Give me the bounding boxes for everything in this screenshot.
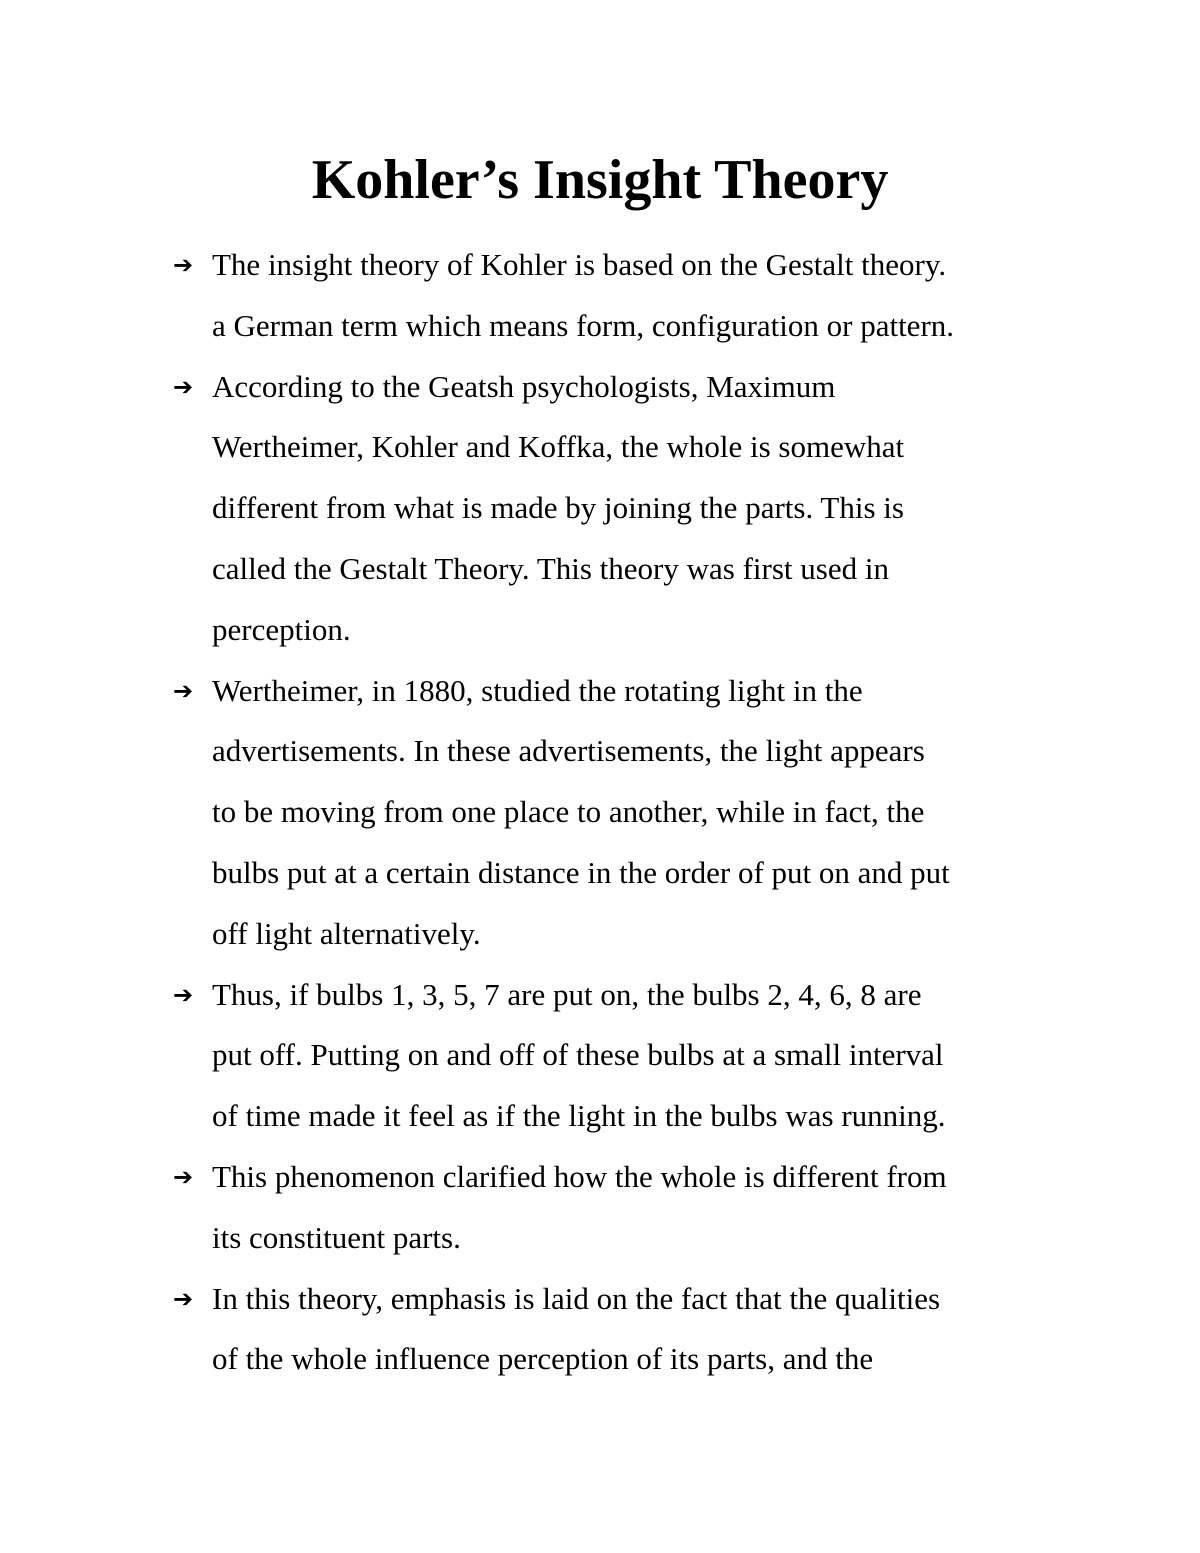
bullet-line: Wertheimer, Kohler and Koffka, the whole is somewhat	[212, 429, 905, 465]
bullet-line: put off. Putting on and off of these bulbs at a small interval	[212, 1037, 944, 1073]
bullet-line: a German term which means form, configuration or pattern.	[212, 307, 955, 343]
bullet-line: to be moving from one place to another, while in fact, the	[212, 794, 925, 830]
right-arrow-icon: ➔	[173, 372, 194, 401]
right-arrow-icon: ➔	[173, 1284, 194, 1313]
bullet-line: called the Gestalt Theory. This theory was first used in	[212, 550, 889, 586]
bullet-item	[173, 965, 1073, 1147]
bullet-line: bulbs put at a certain distance in the order of put on and put	[212, 854, 950, 890]
bullet-item	[173, 357, 1073, 661]
bullet-line: According to the Geatsh psychologists, Maximum	[212, 368, 836, 404]
bullet-line: of the whole influence perception of its parts, and the	[212, 1341, 874, 1377]
bullet-item	[173, 1147, 1073, 1269]
bullet-line: perception.	[212, 611, 351, 647]
right-arrow-icon: ➔	[173, 1162, 194, 1191]
bullet-line: The insight theory of Kohler is based on the Gestalt theory.	[212, 247, 947, 282]
bullet-item	[173, 661, 1073, 965]
right-arrow-icon: ➔	[173, 251, 194, 279]
bullet-item	[173, 1269, 1073, 1391]
right-arrow-icon: ➔	[173, 676, 194, 705]
bullet-line: different from what is made by joining the parts. This is	[212, 490, 904, 526]
bullet-item	[173, 235, 1073, 357]
right-arrow-icon: ➔	[173, 980, 194, 1009]
bullet-line: of time made it feel as if the light in the bulbs was running.	[212, 1098, 946, 1134]
bullet-list	[173, 235, 1073, 1390]
bullet-line: Thus, if bulbs 1, 3, 5, 7 are put on, the bulbs 2, 4, 6, 8 are	[212, 976, 922, 1012]
bullet-line: off light alternatively.	[212, 915, 481, 951]
bullet-line: Wertheimer, in 1880, studied the rotating light in the	[212, 672, 863, 708]
document-title: Kohler’s Insight Theory	[311, 149, 889, 211]
bullet-line: its constituent parts.	[212, 1219, 461, 1255]
bullet-line: advertisements. In these advertisements, the light appears	[212, 733, 925, 769]
bullet-line: In this theory, emphasis is laid on the fact that the qualities	[212, 1280, 941, 1316]
bullet-line: This phenomenon clarified how the whole is different from	[212, 1158, 947, 1194]
